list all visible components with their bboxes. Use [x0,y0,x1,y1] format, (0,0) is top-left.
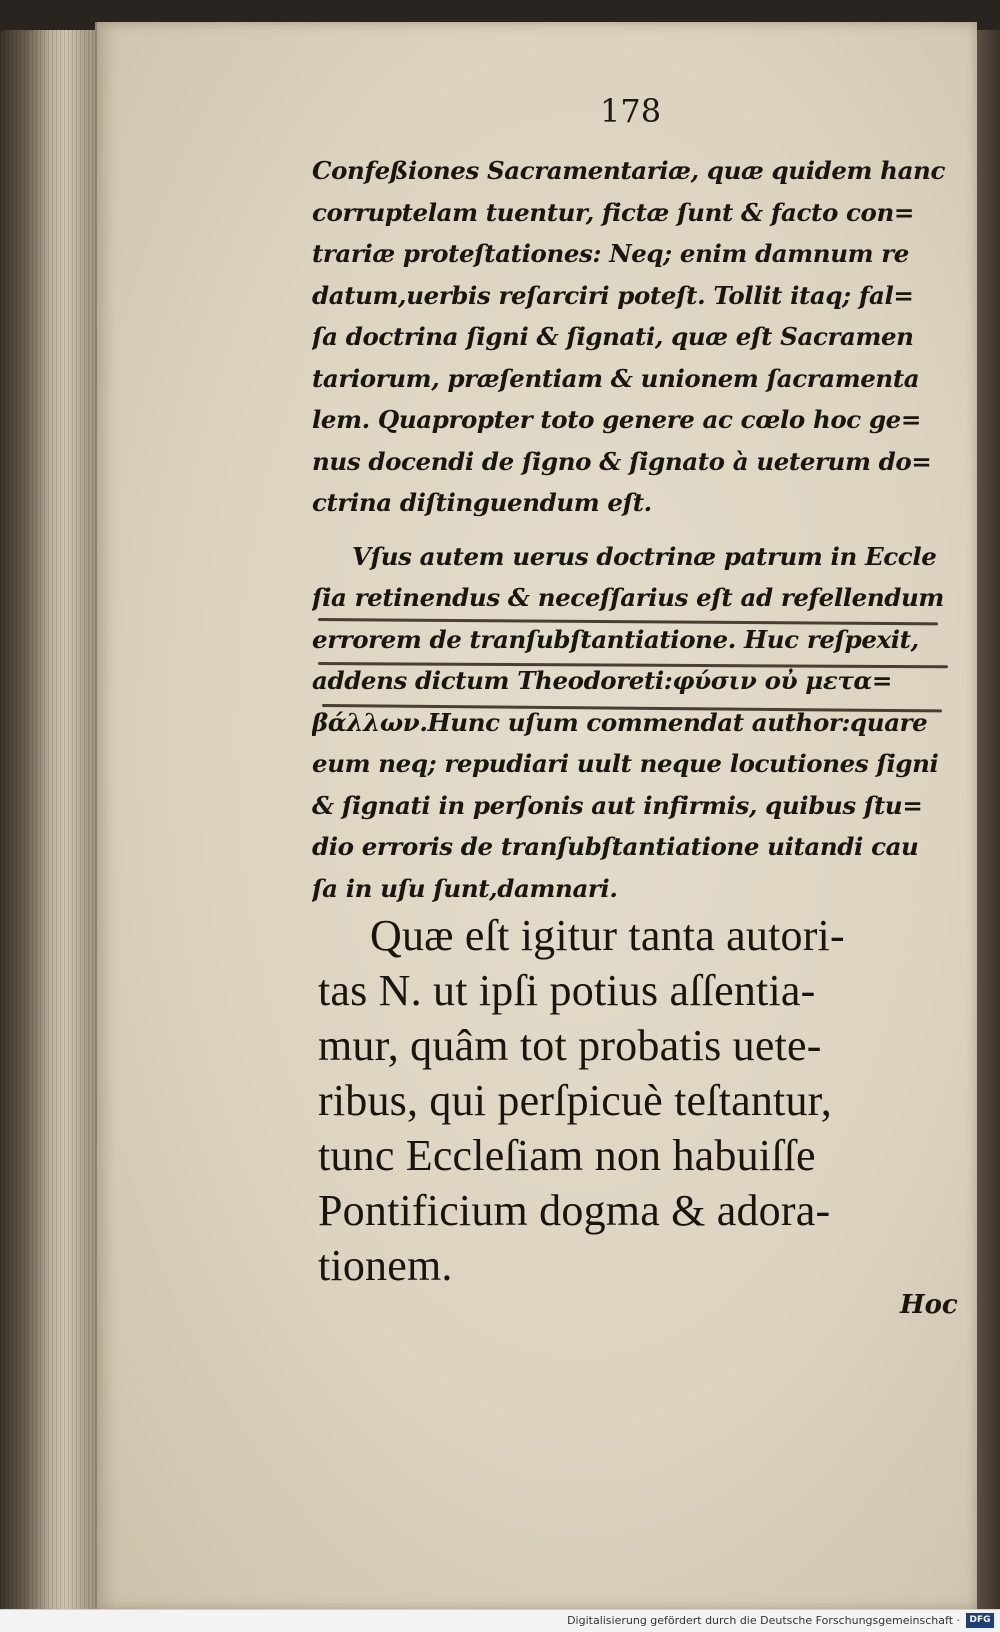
text-line: Quæ eſt igitur tanta autori- [370,911,845,960]
text-line: tas N. ut ipſi potius aſſentia- [318,966,816,1015]
text-line: tunc Eccleſiam non habuiſſe [318,1131,816,1180]
text-line: dio erroris de tranſubſtantiatione uitandi cau [312,832,919,861]
text-line: Pontificium dogma & adora- [318,1186,831,1235]
text-line: Vſus autem uerus doctrinæ patrum in Eccle [352,541,937,571]
text-line: ribus, qui perſpicuè teſtantur, [318,1076,832,1125]
text-line: Confeßiones Sacramentariæ, quæ quidem hanc [312,156,945,185]
text-line: nus docendi de ſigno & ſignato à ueterum do= [312,446,932,476]
paragraph-1 [312,150,960,524]
text-line: addens dictum Theodoreti:φύσιν οὐ μετα= [312,666,892,695]
text-line: βάλλων.Hunc uſum commendat author:quare [312,707,928,737]
page-number: 178 [600,92,662,130]
text-line: lem. Quapropter toto genere ac cœlo hoc ge= [312,405,921,434]
footer-credit: Digitalisierung gefördert durch die Deutsche Forschungsgemeinschaft · [567,1614,960,1627]
text-line: eum neq; repudiari uult neque locutiones ſigni [312,749,939,778]
text-line: & ſignati in perſonis aut infirmis, quibus ſtu= [312,790,923,820]
text-line: datum,uerbis reſarciri poteſt. Tollit itaq; fal= [312,280,914,310]
book-cover-edge [974,30,1000,1610]
text-line: tariorum, præſentiam & unionem ſacramenta [312,363,920,393]
dfg-logo: DFG [966,1613,994,1628]
digitization-footer [0,1609,1000,1632]
text-line: trariæ proteſtationes: Neq; enim damnum re [312,239,909,268]
roman-text-block [318,908,958,1293]
text-line: ſa doctrina ſigni & ſignati, quæ eſt Sacramen [312,322,914,351]
text-line: ſia retinendus & neceſſarius eſt ad refellendum [312,583,944,612]
book-page-edges [0,30,110,1610]
text-line: ſa in uſu ſunt,damnari. [312,873,618,903]
italic-text-block [312,150,960,909]
text-line: mur, quâm tot probatis uete- [318,1021,822,1070]
text-line: tionem. [318,1241,453,1290]
text-line: corruptelam tuentur, fictæ ſunt & facto con= [312,197,915,227]
catchword: Hoc [900,1290,958,1320]
text-line: errorem de tranſubſtantiatione. Huc reſpexit, [312,624,919,654]
text-line: ctrina diſtinguendum eſt. [312,488,652,517]
paragraph-2 [312,536,960,910]
